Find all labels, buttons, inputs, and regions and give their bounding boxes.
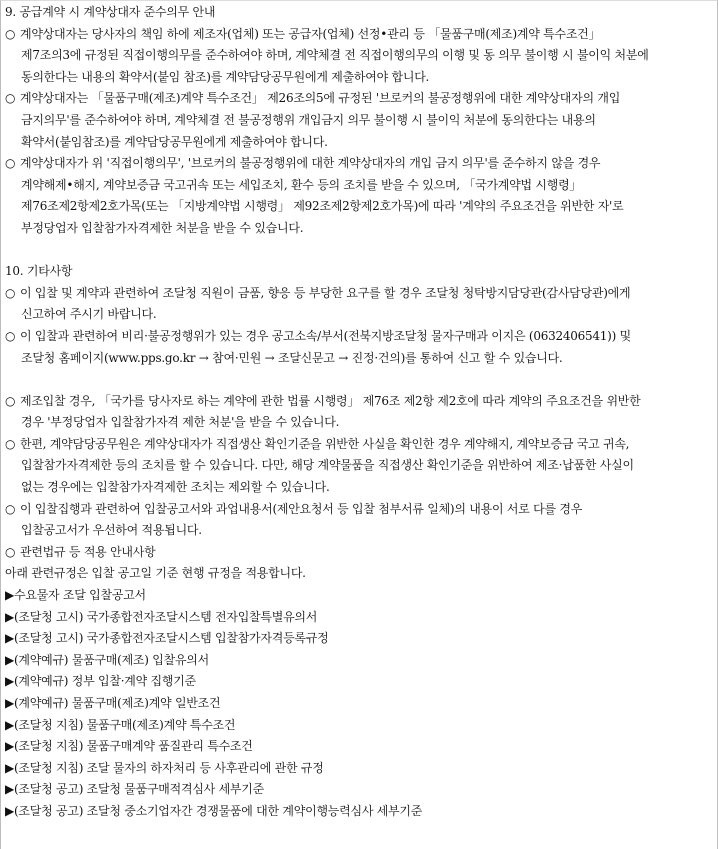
item-text: 이 입찰집행과 관련하여 입찰공고서와 과업내용서(제안요청서 등 입찰 첨부서류 일체)의 내용이 서로 다를 경우: [20, 501, 583, 516]
item-text: 계약상대자가 위 '직접이행의무', '브로커의 불공정행위에 대한 계약상대자의 개입 금지 의무'를 준수하지 않을 경우: [20, 156, 601, 171]
regulation-item: [5, 801, 709, 823]
bullet-item-continuation: [5, 132, 709, 154]
bullet-item-line: [5, 326, 709, 348]
regulation-item: [5, 779, 709, 801]
circle-bullet-icon: ○: [5, 156, 16, 171]
circle-bullet-icon: ○: [5, 436, 16, 451]
triangle-marker-icon: ▶: [5, 696, 14, 710]
item-text: 신고하여 주시기 바랍니다.: [21, 307, 157, 322]
bullet-item-continuation: [5, 477, 709, 499]
triangle-marker-icon: ▶: [5, 674, 14, 689]
bullet-item-continuation: [5, 520, 709, 542]
regulation-item: [5, 736, 709, 758]
item-text: 계약상대자는 당사자의 책임 하에 제조자(업체) 또는 공급자(업체) 선정•관리 등 「물품구매(제조)계약 특수조건」: [20, 26, 601, 41]
triangle-marker-icon: ▶: [5, 609, 14, 624]
item-text: 동의한다는 내용의 확약서(붙임 참조)를 계약담당공무원에게 제출하여야 합니다.: [21, 69, 430, 84]
circle-bullet-icon: ○: [5, 328, 16, 343]
triangle-marker-icon: ▶: [5, 739, 14, 754]
regulation-text: 수요물자 조달 입찰공고서: [13, 588, 146, 603]
bullet-item-continuation: [5, 110, 709, 132]
regulation-text: (조달청 고시) 국가종합전자조달시스템 전자입찰특별유의서: [13, 609, 318, 624]
regulation-item: [5, 628, 709, 650]
bullet-item-continuation: [5, 455, 709, 477]
regulation-item: [5, 715, 709, 737]
triangle-marker-icon: ▶: [5, 652, 14, 667]
item-text: 입찰참가자격제한 등의 조치를 할 수 있습니다. 다만, 해당 계약물품을 직접생산 확인기준을 위반하여 제조·납품한 사실이: [21, 458, 634, 473]
regulation-text: (계약예규) 물품구매(제조) 입찰유의서: [13, 652, 209, 667]
circle-bullet-icon: ○: [5, 91, 16, 106]
bullet-item-line: [5, 499, 709, 521]
blank-line: [5, 240, 709, 262]
section-9-items: [5, 24, 709, 240]
item-text: 이 입찰과 관련하여 비리·불공정행위가 있는 경우 공고소속/부서(전북지방조달청 물자구매과 이지은 (0632406541)) 및: [20, 328, 631, 343]
bullet-item-continuation: [5, 304, 709, 326]
bullet-item-line: [5, 391, 709, 413]
triangle-marker-icon: ▶: [5, 760, 14, 775]
triangle-marker-icon: ▶: [5, 588, 14, 603]
bullet-item-continuation: [5, 67, 709, 89]
regulation-text: (조달청 지침) 물품구매계약 품질관리 특수조건: [13, 739, 253, 754]
regulation-item: [5, 693, 709, 715]
section-9-heading: 9. 공급계약 시 계약상대자 준수의무 안내: [5, 5, 216, 19]
item-text: 한편, 계약담당공무원은 계약상대자가 직접생산 확인기준을 위반한 사실을 확인한 경우 계약해지, 계약보증금 국고 귀속,: [20, 436, 630, 451]
regulation-text: (계약예규) 물품구매(제조)계약 일반조건: [13, 696, 221, 710]
section-10-heading: 10. 기타사항: [5, 264, 73, 279]
regulation-text: (계약예규) 정부 입찰·계약 집행기준: [13, 674, 196, 689]
bullet-item-continuation: [5, 412, 709, 434]
regulation-text: (조달청 공고) 조달청 중소기업자간 경쟁물품에 대한 계약이행능력심사 세부기준: [13, 803, 423, 818]
item-text: 부정당업자 입찰참가자격제한 처분을 받을 수 있습니다.: [21, 220, 304, 235]
item-text: 이 입찰 및 계약과 관련하여 조달청 직원이 금품, 향응 등 부당한 요구를 할 경우 조달청 청탁방지담당관(감사담당관)에게: [20, 285, 631, 300]
bullet-item-line: [5, 153, 709, 175]
bullet-item-line: [5, 542, 709, 564]
item-text: 입찰공고서가 우선하여 적용됩니다.: [21, 523, 202, 538]
triangle-marker-icon: ▶: [5, 631, 14, 646]
bullet-item-line: [5, 434, 709, 456]
circle-bullet-icon: ○: [5, 393, 16, 408]
circle-bullet-icon: ○: [5, 544, 16, 559]
item-text: 경우 '부정당업자 입찰참가자격 제한 처분'을 받을 수 있습니다.: [21, 415, 340, 430]
circle-bullet-icon: ○: [5, 501, 16, 516]
bullet-item-continuation: [5, 45, 709, 67]
regulation-item: [5, 650, 709, 672]
triangle-marker-icon: ▶: [5, 782, 14, 797]
bullet-item-continuation: [5, 196, 709, 218]
item-text: 제76조제2항제2호가목(또는 「지방계약법 시행령」 제92조제2항제2호가목)에 따라 '계약의 주요조건을 위반한 자'로: [21, 199, 624, 214]
item-text: 확약서(붙임참조)를 계약담당공무원에게 제출하여야 합니다.: [21, 134, 328, 149]
bullet-item-continuation: [5, 175, 709, 197]
section-10-items: [5, 283, 709, 564]
regulation-list: [5, 585, 709, 823]
item-text: 없는 경우에는 입찰참가자격제한 조치는 제외할 수 있습니다.: [21, 480, 330, 495]
regulation-item: [5, 758, 709, 780]
regulation-text: (조달청 지침) 물품구매(제조)계약 특수조건: [13, 717, 236, 732]
triangle-marker-icon: ▶: [5, 803, 14, 818]
blank-line: [5, 369, 709, 391]
bullet-item-line: [5, 24, 709, 46]
regulation-item: [5, 671, 709, 693]
regulation-item: [5, 607, 709, 629]
circle-bullet-icon: ○: [5, 26, 16, 41]
item-text: 계약상대자는 「물품구매(제조)계약 특수조건」 제26조의5에 규정된 '브로커의 불공정행위에 대한 계약상대자의 개입: [20, 91, 621, 106]
regulations-intro: 아래 관련규정은 입찰 공고일 기준 현행 규정을 적용합니다.: [5, 566, 306, 581]
bullet-item-line: [5, 88, 709, 110]
item-text: 조달청 홈페이지(www.pps.go.kr → 참여·민원 → 조달신문고 → 진정·건의)를 통하여 신고 할 수 있습니다.: [21, 350, 563, 365]
item-text: 금지의무'를 준수하여야 하며, 계약체결 전 불공정행위 개입금지 의무 불이행 시 불이익 처분에 동의한다는 내용의: [21, 112, 596, 127]
item-text: 계약해제•해지, 계약보증금 국고귀속 또는 세입조치, 환수 등의 조치를 받을 수 있으며, 「국가계약법 시행령」: [21, 177, 582, 192]
regulation-text: (조달청 지침) 조달 물자의 하자처리 등 사후관리에 관한 규정: [13, 760, 324, 775]
bullet-item-continuation: [5, 218, 709, 240]
regulation-text: (조달청 고시) 국가종합전자조달시스템 입찰참가자격등록규정: [13, 631, 329, 646]
bullet-item-continuation: [5, 348, 709, 370]
regulation-item: [5, 585, 709, 607]
bullet-item-line: [5, 283, 709, 305]
regulation-text: (조달청 공고) 조달청 물품구매적격심사 세부기준: [13, 782, 264, 797]
triangle-marker-icon: ▶: [5, 717, 14, 732]
item-text: 제7조의3에 규정된 직접이행의무를 준수하여야 하며, 계약체결 전 직접이행의무의 이행 및 동 의무 불이행 시 불이익 처분에: [21, 48, 649, 63]
circle-bullet-icon: ○: [5, 285, 16, 300]
item-text: 관련법규 등 적용 안내사항: [20, 544, 156, 559]
item-text: 제조입찰 경우, 「국가를 당사자로 하는 계약에 관한 법률 시행령」 제76조 제2항 제2호에 따라 계약의 주요조건을 위반한: [20, 393, 641, 408]
